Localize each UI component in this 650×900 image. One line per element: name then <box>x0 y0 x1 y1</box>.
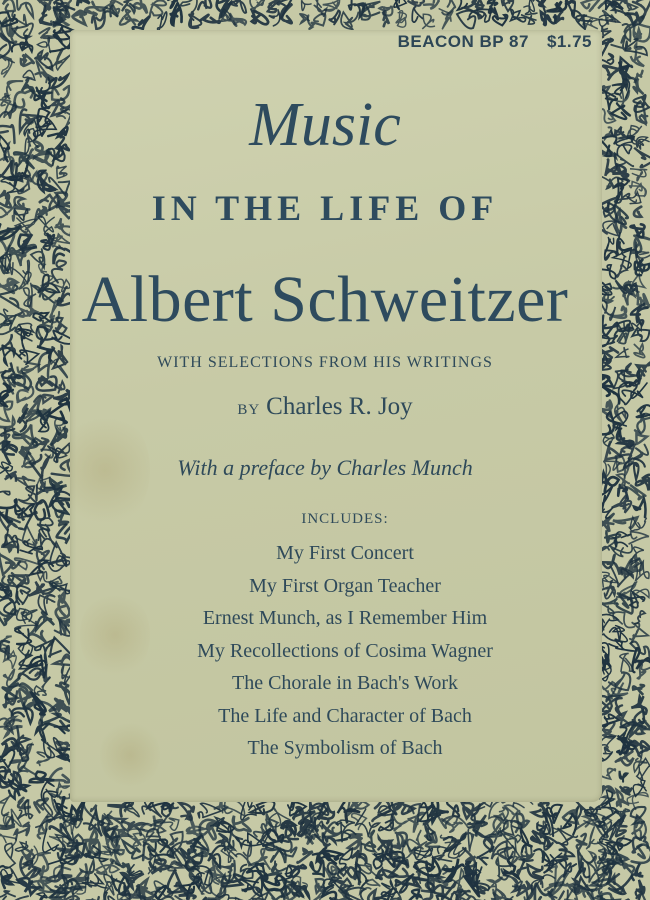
border-swirl <box>13 373 31 389</box>
preface-credit: With a preface by Charles Munch <box>177 455 473 480</box>
border-swirl <box>341 12 358 30</box>
border-swirl <box>137 880 154 899</box>
border-swirl <box>198 0 211 9</box>
author-by: BY <box>237 402 261 418</box>
includes-label: INCLUDES: <box>301 511 389 527</box>
border-swirl <box>39 28 55 38</box>
border-swirl <box>524 0 538 15</box>
border-swirl <box>323 0 340 11</box>
border-swirl <box>229 14 246 26</box>
border-swirl <box>383 11 390 26</box>
border-swirl <box>408 0 424 6</box>
border-swirl <box>41 233 54 250</box>
publisher-imprint: BEACON BP 87 <box>397 32 529 51</box>
border-swirl <box>554 849 574 860</box>
border-swirl <box>603 66 620 80</box>
border-swirl <box>617 428 634 447</box>
border-swirl <box>57 166 67 178</box>
author-name: Charles R. Joy <box>266 393 413 420</box>
border-swirl <box>251 800 275 814</box>
list-item: My First Organ Teacher <box>249 574 441 597</box>
border-swirl <box>297 849 312 863</box>
border-swirl <box>2 60 12 77</box>
list-item: Ernest Munch, as I Remember Him <box>202 607 488 629</box>
border-swirl <box>406 890 422 900</box>
border-swirl <box>0 816 14 829</box>
border-swirl <box>603 11 616 25</box>
title-in-the-life-of: IN THE LIFE OF <box>151 188 499 228</box>
border-swirl <box>439 9 453 30</box>
border-swirl <box>77 0 89 6</box>
border-swirl <box>21 55 34 66</box>
border-swirl <box>0 843 15 868</box>
border-swirl <box>2 576 16 586</box>
border-swirl <box>602 53 614 64</box>
border-swirl <box>133 16 150 29</box>
border-swirl <box>470 881 489 894</box>
title-music: Music <box>249 91 401 159</box>
border-swirl <box>360 880 380 894</box>
border-swirl <box>233 816 251 831</box>
border-swirl <box>10 896 28 900</box>
border-swirl <box>229 0 246 13</box>
border-swirl <box>15 822 30 839</box>
border-swirl <box>310 860 324 877</box>
list-item: The Chorale in Bach's Work <box>231 672 458 694</box>
border-swirl <box>201 15 220 23</box>
title-albert-schweitzer: Albert Schweitzer <box>81 263 569 336</box>
border-swirl <box>278 842 297 856</box>
border-swirl <box>0 513 20 529</box>
border-swirl <box>352 813 367 829</box>
border-swirl <box>0 553 20 574</box>
border-swirl <box>521 15 536 24</box>
border-swirl <box>323 822 342 836</box>
border-swirl <box>2 875 12 888</box>
author-line <box>0 393 650 421</box>
border-swirl <box>198 803 222 818</box>
border-swirl <box>35 893 47 900</box>
border-swirl <box>128 829 145 846</box>
border-swirl <box>37 37 50 52</box>
border-swirl <box>150 859 170 873</box>
border-swirl <box>554 5 563 24</box>
border-swirl <box>408 813 424 833</box>
includes-list <box>20 537 650 765</box>
border-swirl <box>477 847 493 865</box>
border-swirl <box>3 0 15 11</box>
list-item: The Life and Character of Bach <box>218 704 472 727</box>
border-swirl <box>422 14 434 29</box>
border-swirl <box>528 865 544 878</box>
border-swirl <box>49 768 70 782</box>
border-swirl <box>0 834 16 852</box>
border-swirl <box>582 0 599 11</box>
price-tag: $1.75 <box>546 32 592 51</box>
border-swirl <box>4 649 16 668</box>
border-swirl <box>168 871 187 895</box>
border-swirl <box>0 491 10 504</box>
border-swirl <box>541 12 555 25</box>
border-swirl <box>601 27 611 38</box>
border-swirl <box>424 0 439 9</box>
border-swirl <box>412 6 422 22</box>
border-swirl <box>281 4 292 23</box>
publisher-line <box>332 32 592 52</box>
list-item: My First Concert <box>276 542 414 564</box>
subtitle: WITH SELECTIONS FROM HIS WRITINGS <box>157 354 493 371</box>
border-swirl <box>101 892 117 900</box>
border-swirl <box>493 8 508 26</box>
border-swirl <box>179 803 194 820</box>
border-swirl <box>630 169 647 181</box>
border-swirl <box>181 0 197 11</box>
border-swirl <box>366 890 375 900</box>
border-swirl <box>302 0 311 10</box>
border-swirl <box>73 11 86 25</box>
border-swirl <box>613 9 634 26</box>
border-swirl <box>394 0 406 10</box>
list-item: My Recollections of Cosima Wagner <box>197 639 493 662</box>
border-swirl <box>619 771 627 782</box>
border-swirl <box>547 805 562 824</box>
border-swirl <box>252 11 268 24</box>
border-swirl <box>0 750 14 768</box>
border-swirl <box>150 0 166 16</box>
border-swirl <box>289 865 306 877</box>
list-item: The Symbolism of Bach <box>247 737 443 759</box>
border-swirl <box>396 11 406 27</box>
border-swirl <box>0 891 15 900</box>
border-swirl <box>329 11 340 25</box>
